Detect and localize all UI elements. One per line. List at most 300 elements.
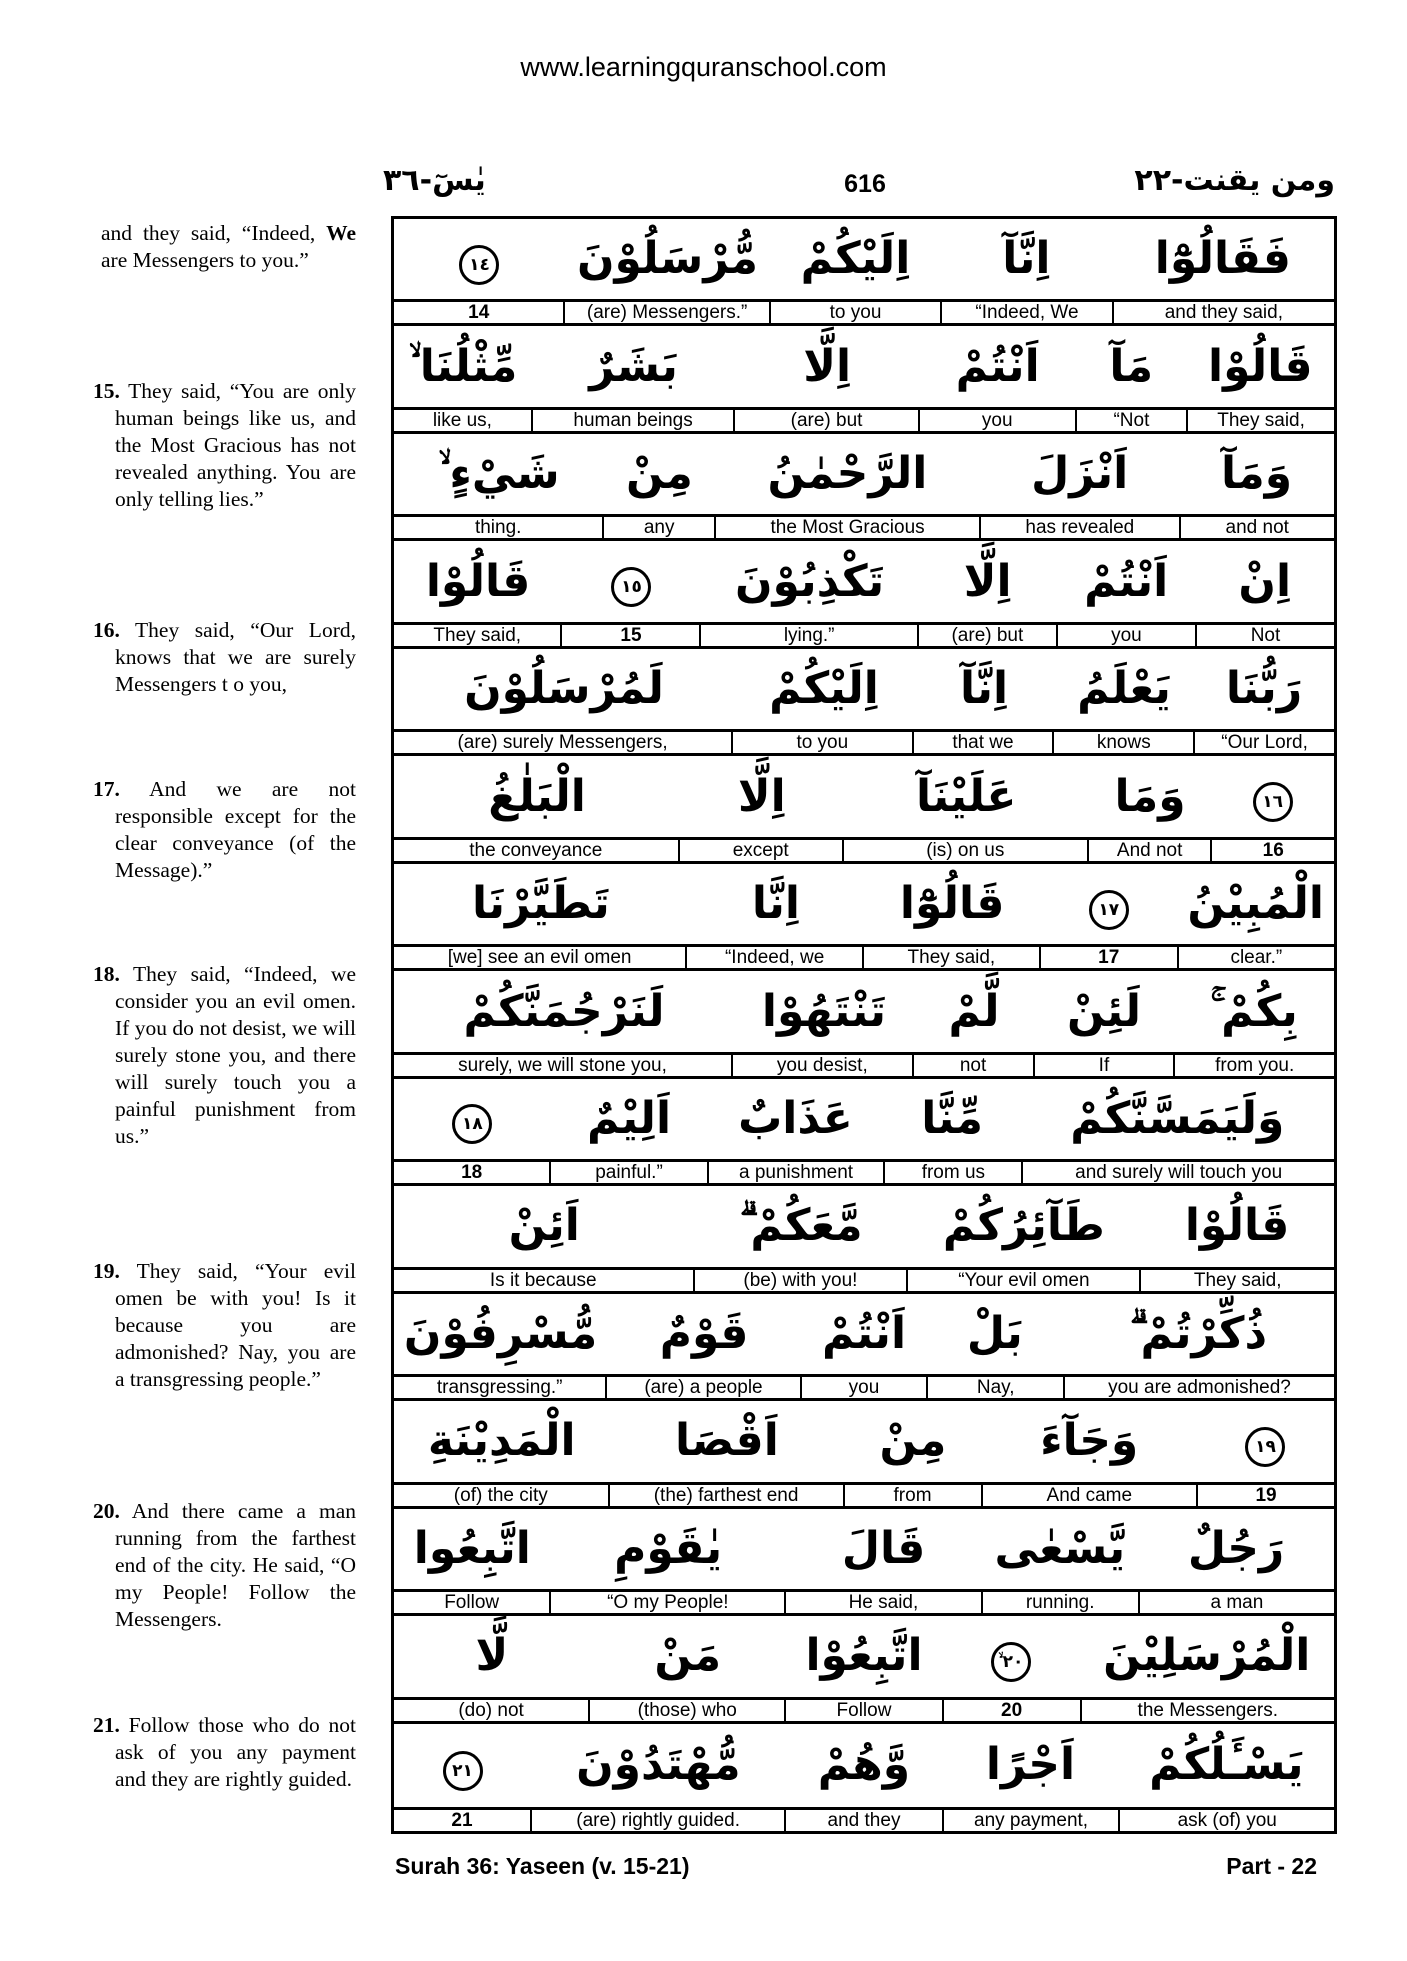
english-word: They said, bbox=[1139, 1270, 1334, 1291]
verse-text-part: They said, “Your evil omen be with you! Is it because you are admonished? Nay, you are a transgressing people.” bbox=[115, 1259, 356, 1391]
arabic-row bbox=[394, 1724, 1334, 1810]
arabic-word-text: اَقْصَا bbox=[675, 1415, 779, 1467]
english-row bbox=[394, 1485, 1334, 1509]
arabic-word bbox=[394, 1200, 694, 1252]
arabic-word bbox=[394, 1522, 551, 1574]
arabic-row bbox=[394, 1079, 1334, 1162]
english-word: ask (of) you bbox=[1118, 1810, 1334, 1831]
english-word: any bbox=[602, 517, 714, 538]
arabic-row bbox=[394, 541, 1334, 624]
english-word: If bbox=[1033, 1055, 1174, 1076]
arabic-word-text: قَوْمٌ bbox=[659, 1307, 749, 1359]
english-word: except bbox=[678, 840, 842, 861]
arabic-word-text: اَئِنْ bbox=[508, 1200, 580, 1252]
english-word: to you bbox=[731, 732, 911, 753]
arabic-word-text: قَالُوْا bbox=[1184, 1200, 1290, 1252]
arabic-word-text: لَنَرْجُمَنَّكُمْ bbox=[463, 985, 665, 1037]
verse-translation bbox=[93, 617, 356, 698]
arabic-word-text: اِلَيْكُمْ bbox=[769, 663, 879, 715]
verse-translation bbox=[93, 378, 356, 513]
arabic-word bbox=[1079, 1630, 1334, 1682]
verse-text-part: and they said, “Indeed, bbox=[101, 221, 327, 245]
arabic-word-text: شَيْءٍ ۙ bbox=[438, 448, 560, 500]
verse-number-cell: 18 bbox=[461, 1162, 483, 1184]
arabic-word-text: رَبُّنَا bbox=[1225, 663, 1303, 715]
arabic-row bbox=[394, 1509, 1334, 1592]
arabic-word-text: ذُكِّرْتُمْ ۗ bbox=[1129, 1307, 1268, 1359]
verse-text-part: They said, “Our Lord, knows that we are surely Messengers t o you, bbox=[115, 618, 356, 696]
arabic-word bbox=[914, 663, 1054, 715]
arabic-word-text: اَنْتُمْ bbox=[955, 340, 1040, 392]
arabic-word-text: قَالُوْٓا bbox=[899, 878, 1005, 930]
arabic-word bbox=[982, 1522, 1139, 1574]
verse-text bbox=[93, 776, 356, 884]
english-word: (are) surely Messengers, bbox=[457, 732, 668, 754]
arabic-word bbox=[919, 340, 1076, 392]
arabic-row bbox=[394, 864, 1334, 947]
english-row bbox=[394, 625, 1334, 649]
arabic-row bbox=[394, 971, 1334, 1054]
arabic-word bbox=[551, 1522, 786, 1574]
english-word: the Messengers. bbox=[1080, 1700, 1334, 1721]
arabic-word bbox=[1179, 448, 1334, 500]
english-word: and surely will touch you bbox=[1021, 1162, 1334, 1183]
english-word: from bbox=[843, 1485, 981, 1506]
arabic-word bbox=[604, 448, 715, 500]
verse-number-cell: 14 bbox=[468, 302, 490, 324]
footer-part: Part - 22 bbox=[1226, 1853, 1317, 1879]
verse-row-pair bbox=[394, 756, 1334, 863]
verse-number: 16. bbox=[93, 618, 120, 642]
arabic-row bbox=[394, 326, 1334, 409]
verse-number: 18. bbox=[93, 962, 120, 986]
ayah-marker-icon bbox=[562, 556, 701, 607]
english-word: the conveyance bbox=[469, 839, 603, 861]
arabic-word-text: مُّرْسَلُوْنَ bbox=[576, 233, 758, 285]
arabic-word bbox=[1034, 985, 1174, 1037]
arabic-word-text: اِلَّا bbox=[803, 340, 852, 392]
arabic-word-text: اِنَّا bbox=[751, 878, 800, 930]
verse-row-pair bbox=[394, 864, 1334, 971]
english-word: Follow bbox=[784, 1700, 941, 1721]
arabic-word-text: الرَّحْمٰنُ bbox=[767, 448, 928, 500]
juz-name-arabic: ومن يقنت-٢٢ bbox=[1134, 163, 1335, 198]
english-word: thing. bbox=[474, 517, 522, 539]
arabic-word-text: قَالُوْا bbox=[425, 555, 531, 607]
verse-number: 17. bbox=[93, 777, 120, 801]
ayah-number: ١٦ bbox=[1253, 782, 1293, 822]
english-word: a punishment bbox=[707, 1162, 884, 1183]
arabic-word-text: بِكُمْ ۚ bbox=[1210, 985, 1298, 1037]
arabic-word-text: اِلَيْكُمْ bbox=[800, 233, 911, 285]
verse-row-pair bbox=[394, 1186, 1334, 1293]
verse-row-pair bbox=[394, 541, 1334, 648]
arabic-word-text: اَنْتُمْ bbox=[821, 1307, 907, 1359]
english-word: “O my People! bbox=[549, 1592, 784, 1613]
arabic-word-text: الْبَلٰغُ bbox=[488, 770, 586, 822]
arabic-word-text: تَطَيَّرْنَا bbox=[471, 878, 610, 930]
english-word: “Indeed, we bbox=[685, 947, 862, 968]
verse-text bbox=[93, 378, 356, 513]
verse-number-cell: 20 bbox=[942, 1700, 1080, 1721]
english-word: (are) but bbox=[917, 625, 1056, 646]
arabic-row bbox=[394, 1186, 1334, 1269]
arabic-word-text: لَئِنْ bbox=[1066, 985, 1142, 1037]
arabic-word bbox=[844, 1415, 981, 1467]
english-word: (do) not bbox=[458, 1699, 524, 1721]
english-word: They said, bbox=[862, 947, 1039, 968]
verse-text-part: And there came a man running from the farthest end of the city. He said, “O my People! Follow the Messengers. bbox=[115, 1499, 356, 1631]
arabic-word-text: اَنْزَلَ bbox=[1031, 448, 1129, 500]
arabic-word-text: اِلَّا bbox=[737, 770, 786, 822]
english-word: Follow bbox=[444, 1592, 500, 1614]
arabic-word-text: وَلَيَمَسَّنَّكُمْ bbox=[1070, 1092, 1285, 1144]
arabic-word bbox=[1021, 1092, 1334, 1144]
english-row bbox=[394, 302, 1334, 326]
arabic-word bbox=[786, 1630, 943, 1682]
english-word: He said, bbox=[784, 1592, 980, 1613]
english-word: that we bbox=[912, 732, 1053, 753]
arabic-word bbox=[715, 448, 980, 500]
arabic-word-text: قَالَ bbox=[841, 1522, 926, 1574]
english-row bbox=[394, 1592, 1334, 1616]
arabic-word-text: بَشَرٌ bbox=[589, 340, 678, 392]
arabic-word-text: تَكْذِبُوْنَ bbox=[734, 555, 885, 607]
ayah-number: ١٥ bbox=[611, 567, 651, 607]
english-word: “Your evil omen bbox=[906, 1270, 1139, 1291]
arabic-word bbox=[770, 233, 941, 285]
arabic-word bbox=[1089, 770, 1212, 822]
arabic-word bbox=[394, 1630, 590, 1682]
verse-text bbox=[93, 1258, 356, 1393]
verse-text bbox=[93, 220, 356, 274]
english-word: transgressing.” bbox=[436, 1377, 563, 1399]
arabic-word-text: اَنْتُمْ bbox=[1084, 555, 1169, 607]
arabic-word bbox=[982, 1415, 1197, 1467]
arabic-word-text: وَمَآ bbox=[1221, 448, 1293, 500]
arabic-word-text: بَلْ bbox=[966, 1307, 1023, 1359]
verse-number-cell: 21 bbox=[451, 1810, 473, 1832]
arabic-word bbox=[394, 985, 734, 1037]
arabic-word-text: اَجْرًا bbox=[985, 1739, 1076, 1791]
arabic-word-text: مُّهْتَدُوْنَ bbox=[576, 1739, 741, 1791]
arabic-word bbox=[884, 1092, 1021, 1144]
english-row bbox=[394, 1270, 1334, 1294]
arabic-word bbox=[394, 878, 688, 930]
surah-name-arabic: يٰسٓ-٣٦ bbox=[383, 163, 486, 198]
arabic-word-text: عَلَيْنَآ bbox=[915, 770, 1017, 822]
arabic-row bbox=[394, 1616, 1334, 1699]
ayah-number: ٢١ bbox=[443, 1751, 483, 1791]
arabic-word-text: لَمُرْسَلُوْنَ bbox=[464, 663, 664, 715]
arabic-word bbox=[607, 1307, 801, 1359]
english-word: you bbox=[1056, 625, 1195, 646]
arabic-word bbox=[1194, 663, 1334, 715]
arabic-word bbox=[394, 663, 734, 715]
arabic-word-text: اتَّبِعُوا bbox=[413, 1522, 531, 1574]
verse-text-part: We bbox=[326, 221, 356, 245]
arabic-word-text: لَّا bbox=[475, 1630, 509, 1682]
arabic-word-text: فَقَالُوْٓا bbox=[1154, 233, 1291, 285]
english-row bbox=[394, 517, 1334, 541]
arabic-word bbox=[394, 770, 680, 822]
verse-text-part: They said, “You are only human beings like us, and the Most Gracious has not revealed anything. You are only telling lies.” bbox=[115, 379, 356, 511]
arabic-word bbox=[1119, 1739, 1334, 1791]
verse-row-pair bbox=[394, 1724, 1334, 1831]
english-row bbox=[394, 840, 1334, 864]
arabic-word bbox=[1138, 1522, 1334, 1574]
verse-text bbox=[93, 961, 356, 1150]
english-word: from us bbox=[883, 1162, 1021, 1183]
ayah-number: ١٩ bbox=[1245, 1427, 1285, 1467]
english-word: They said, bbox=[433, 624, 522, 646]
verse-translation bbox=[93, 220, 356, 274]
english-word: has revealed bbox=[979, 517, 1178, 538]
english-word: knows bbox=[1052, 732, 1193, 753]
arabic-word bbox=[801, 1307, 927, 1359]
english-word: Nay, bbox=[926, 1377, 1063, 1398]
english-word: running. bbox=[981, 1592, 1138, 1613]
english-word: and they bbox=[784, 1810, 941, 1831]
english-row bbox=[394, 1700, 1334, 1724]
verse-row-pair bbox=[394, 649, 1334, 756]
arabic-word bbox=[531, 1739, 786, 1791]
verse-text bbox=[93, 1498, 356, 1633]
arabic-word-text: يٰقَوْمِ bbox=[614, 1522, 723, 1574]
arabic-row bbox=[394, 434, 1334, 517]
verse-row-pair bbox=[394, 1616, 1334, 1723]
arabic-word bbox=[914, 985, 1034, 1037]
english-word: (are) Messengers.” bbox=[563, 302, 768, 323]
english-word: a man bbox=[1138, 1592, 1334, 1613]
english-word: And came bbox=[981, 1485, 1197, 1506]
ayah-marker-icon bbox=[1211, 771, 1334, 822]
arabic-word-text: وَّهُمْ bbox=[817, 1739, 911, 1791]
arabic-word-text: مِنْ bbox=[625, 448, 693, 500]
arabic-word-text: اِلَّا bbox=[963, 555, 1012, 607]
verse-row-pair bbox=[394, 326, 1334, 433]
page-number: 616 bbox=[844, 170, 886, 198]
english-word: human beings bbox=[531, 410, 734, 431]
arabic-word-text: يَعْلَمُ bbox=[1077, 663, 1171, 715]
verse-text-part: Follow those who do not ask of you any payment and they are rightly guided. bbox=[115, 1713, 356, 1791]
english-word: like us, bbox=[432, 409, 492, 431]
english-word: and not bbox=[1179, 517, 1335, 538]
english-word: (be) with you! bbox=[693, 1270, 907, 1291]
arabic-word-text: مُّسْرِفُوْنَ bbox=[403, 1307, 598, 1359]
english-word: and they said, bbox=[1112, 302, 1334, 323]
verse-translation bbox=[93, 961, 356, 1150]
verse-translation bbox=[93, 1498, 356, 1633]
arabic-word bbox=[688, 878, 864, 930]
verse-translation bbox=[93, 776, 356, 884]
arabic-word bbox=[394, 340, 532, 392]
arabic-word bbox=[394, 555, 562, 607]
footer-surah: Surah 36: Yaseen (v. 15-21) bbox=[395, 1853, 690, 1879]
english-word: from you. bbox=[1173, 1055, 1334, 1076]
arabic-word-text: مَنْ bbox=[654, 1630, 722, 1682]
ayah-number: ٢٠ ۙ bbox=[991, 1642, 1031, 1682]
arabic-word-text: لَّمْ bbox=[948, 985, 1000, 1037]
arabic-word bbox=[1057, 555, 1196, 607]
arabic-word-text: مِّثْلُنَا ۙ bbox=[408, 340, 518, 392]
arabic-word-text: تَنْتَهُوْا bbox=[761, 985, 887, 1037]
arabic-word bbox=[394, 1415, 609, 1467]
arabic-word bbox=[1195, 555, 1334, 607]
arabic-word-text: اتَّبِعُوْا bbox=[805, 1630, 923, 1682]
arabic-word-text: مَّعَكُمْ ۗ bbox=[739, 1200, 863, 1252]
english-word: “Not bbox=[1075, 410, 1186, 431]
arabic-word-text: وَجَآءَ bbox=[1040, 1415, 1139, 1467]
verse-number-cell: 17 bbox=[1039, 947, 1177, 968]
arabic-word bbox=[701, 555, 919, 607]
verse-row-pair bbox=[394, 971, 1334, 1078]
ayah-number: ١٤ bbox=[459, 245, 499, 285]
arabic-word bbox=[1076, 340, 1187, 392]
english-word: (are) a people bbox=[605, 1377, 799, 1398]
arabic-word-text: قَالُوْا bbox=[1208, 340, 1313, 392]
english-word: (those) who bbox=[588, 1700, 784, 1721]
arabic-word-text: عَذَابٌ bbox=[738, 1092, 853, 1144]
arabic-word bbox=[735, 340, 919, 392]
arabic-row bbox=[394, 649, 1334, 732]
english-word: Not bbox=[1195, 625, 1334, 646]
website-url: www.learningquranschool.com bbox=[520, 52, 887, 82]
arabic-word bbox=[908, 1200, 1141, 1252]
arabic-row bbox=[394, 1401, 1334, 1484]
english-word: “Our Lord, bbox=[1193, 732, 1334, 753]
arabic-word-text: اِنَّآ bbox=[959, 663, 1009, 715]
english-word: to you bbox=[769, 302, 940, 323]
arabic-word bbox=[551, 1092, 708, 1144]
english-word: (are) but bbox=[733, 410, 917, 431]
verse-row-pair bbox=[394, 1294, 1334, 1401]
arabic-word bbox=[1187, 340, 1334, 392]
arabic-word bbox=[590, 1630, 786, 1682]
english-row bbox=[394, 410, 1334, 434]
arabic-word-text: طَآئِرُكُمْ bbox=[942, 1200, 1105, 1252]
arabic-word bbox=[565, 233, 770, 285]
ayah-marker-icon bbox=[394, 234, 565, 285]
arabic-word bbox=[1063, 1307, 1334, 1359]
english-word: (the) farthest end bbox=[608, 1485, 843, 1506]
english-row bbox=[394, 947, 1334, 971]
arabic-word bbox=[1174, 985, 1334, 1037]
english-word: you bbox=[918, 410, 1075, 431]
arabic-word-text: مَآ bbox=[1109, 340, 1154, 392]
verse-number-cell: 16 bbox=[1210, 840, 1334, 861]
english-word: (is) on us bbox=[842, 840, 1087, 861]
arabic-word bbox=[609, 1415, 844, 1467]
arabic-word bbox=[980, 448, 1179, 500]
english-word: They said, bbox=[1186, 410, 1334, 431]
english-word: you are admonished? bbox=[1063, 1377, 1334, 1398]
verse-row-pair bbox=[394, 219, 1334, 326]
arabic-row bbox=[394, 1294, 1334, 1377]
arabic-word-text: اَلِيْمٌ bbox=[586, 1092, 672, 1144]
english-word: painful.” bbox=[549, 1162, 706, 1183]
english-row bbox=[394, 1377, 1334, 1401]
verse-text bbox=[93, 1712, 356, 1793]
verse-text-part: And we are not responsible except for the clear conveyance (of the Message).” bbox=[115, 777, 356, 882]
arabic-word-text: رَجُلٌ bbox=[1187, 1522, 1285, 1574]
english-word: surely, we will stone you, bbox=[458, 1054, 667, 1076]
verse-number: 20. bbox=[93, 1499, 120, 1523]
verse-row-pair bbox=[394, 1509, 1334, 1616]
verse-number: 21. bbox=[93, 1713, 120, 1737]
ayah-marker-icon bbox=[942, 1631, 1079, 1682]
arabic-word-text: مِّنَّا bbox=[921, 1092, 983, 1144]
arabic-word bbox=[707, 1092, 883, 1144]
arabic-word bbox=[734, 985, 914, 1037]
arabic-word bbox=[1112, 233, 1334, 285]
arabic-word-text: الْمُرْسَلِيْنَ bbox=[1103, 1630, 1311, 1682]
verse-text bbox=[93, 617, 356, 698]
verse-text-part: They said, “Indeed, we consider you an evil omen. If you do not desist, we will surely stone you, and there will surely touch you a painful punishment from us.” bbox=[115, 962, 356, 1148]
ayah-marker-icon bbox=[1197, 1416, 1334, 1467]
arabic-row bbox=[394, 219, 1334, 302]
ayah-number: ١٧ bbox=[1089, 890, 1129, 930]
arabic-word bbox=[1140, 1200, 1334, 1252]
verse-text-part: are Messengers to you.” bbox=[101, 248, 309, 272]
english-word: lying.” bbox=[699, 625, 916, 646]
ayah-number: ١٨ bbox=[452, 1104, 492, 1144]
arabic-word bbox=[844, 770, 1089, 822]
arabic-word-text: اِنْ bbox=[1238, 555, 1292, 607]
english-word: Is it because bbox=[489, 1269, 597, 1291]
arabic-word-text: الْمُبِيْنُ bbox=[1187, 878, 1324, 930]
english-row bbox=[394, 1055, 1334, 1079]
arabic-word bbox=[394, 448, 604, 500]
english-word: you desist, bbox=[731, 1055, 911, 1076]
arabic-word-text: اِنَّآ bbox=[1002, 233, 1051, 285]
verse-row-pair bbox=[394, 434, 1334, 541]
arabic-word bbox=[941, 233, 1112, 285]
ayah-marker-icon bbox=[394, 1093, 551, 1144]
verse-row-pair bbox=[394, 1401, 1334, 1508]
verse-translation bbox=[93, 1712, 356, 1793]
ayah-marker-icon bbox=[1040, 879, 1177, 930]
arabic-word-text: وَمَا bbox=[1114, 770, 1186, 822]
english-word: the Most Gracious bbox=[714, 517, 979, 538]
english-word: you bbox=[800, 1377, 927, 1398]
ayah-marker-icon bbox=[394, 1740, 531, 1791]
arabic-word-text: مِنْ bbox=[879, 1415, 947, 1467]
arabic-word bbox=[532, 340, 735, 392]
arabic-word bbox=[680, 770, 843, 822]
english-word: [we] see an evil omen bbox=[447, 947, 632, 969]
arabic-word-text: يَّسْعٰى bbox=[994, 1522, 1126, 1574]
verse-number-cell: 15 bbox=[560, 625, 699, 646]
english-row bbox=[394, 1810, 1334, 1831]
arabic-word bbox=[694, 1200, 907, 1252]
english-word: not bbox=[912, 1055, 1033, 1076]
arabic-word bbox=[927, 1307, 1063, 1359]
english-word: clear.” bbox=[1177, 947, 1334, 968]
verse-translation bbox=[93, 1258, 356, 1393]
english-row bbox=[394, 732, 1334, 756]
arabic-word bbox=[734, 663, 914, 715]
english-word: “Indeed, We bbox=[940, 302, 1111, 323]
english-word: any payment, bbox=[942, 1810, 1119, 1831]
arabic-word bbox=[942, 1739, 1118, 1791]
verse-number: 15. bbox=[93, 379, 120, 403]
arabic-word bbox=[786, 1739, 943, 1791]
arabic-word bbox=[1054, 663, 1194, 715]
arabic-word bbox=[918, 555, 1057, 607]
verse-number-cell: 19 bbox=[1196, 1485, 1334, 1506]
arabic-word bbox=[864, 878, 1040, 930]
